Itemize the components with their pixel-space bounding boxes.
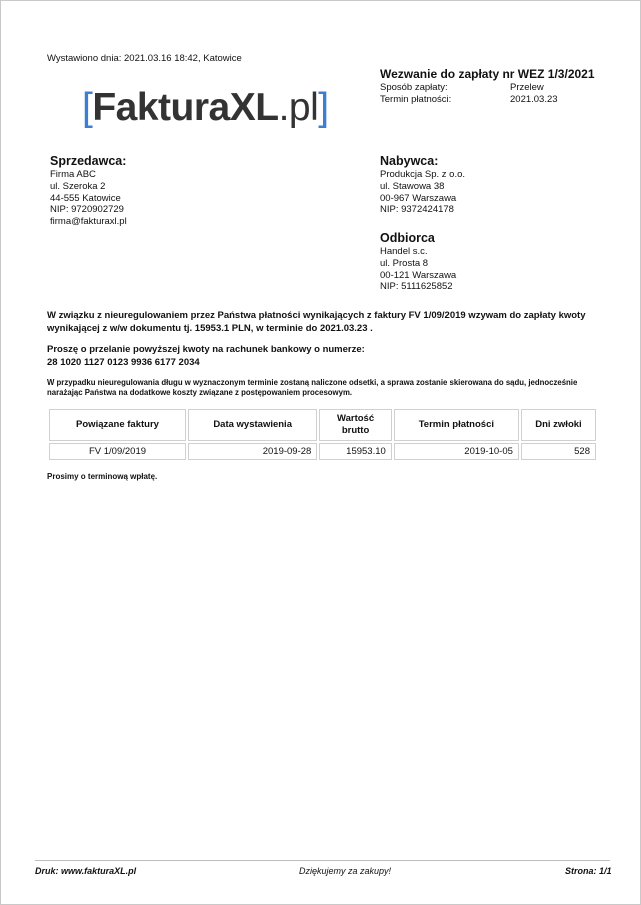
footer-thanks: Dziękujemy za zakupy!	[299, 866, 392, 876]
buyer-nip: NIP: 9372424178	[380, 204, 454, 216]
col-related-invoices: Powiązane faktury	[49, 409, 186, 441]
seller-heading: Sprzedawca:	[50, 154, 127, 168]
document-title: Wezwanie do zapłaty nr WEZ 1/3/2021	[380, 67, 595, 81]
receiver-street: ul. Prosta 8	[380, 257, 429, 269]
buyer-block	[380, 154, 465, 216]
demand-line-2: wynikającej z w/w dokumentu tj. 15953.1 PLN, w terminie do 2021.03.23 .	[47, 323, 373, 334]
logo-suffix: .pl	[278, 86, 319, 129]
demand-paragraph	[47, 309, 607, 335]
cell-issue-date: 2019-09-28	[188, 443, 317, 460]
cell-due-date: 2019-10-05	[394, 443, 519, 460]
receiver-city: 00-121 Warszawa	[380, 269, 457, 281]
warning-paragraph	[47, 378, 607, 397]
demand-line-1: W związku z nieuregulowaniem przez Państwa płatności wynikających z faktury FV 1/09/2019 wzywam do zapłaty kwoty	[47, 310, 586, 321]
seller-city: 44-555 Katowice	[50, 192, 121, 204]
transfer-paragraph	[47, 343, 607, 369]
logo-brand: FakturaXL	[92, 86, 279, 129]
issued-date: Wystawiono dnia: 2021.03.16 18:42, Katowice	[47, 53, 242, 64]
seller-name: Firma ABC	[50, 169, 96, 180]
seller-block	[50, 154, 127, 228]
bank-account-number: 28 1020 1127 0123 9936 6177 2034	[47, 357, 200, 368]
related-invoices-table	[47, 407, 598, 462]
footer-divider	[35, 860, 610, 861]
col-gross-value: Wartość brutto	[319, 409, 391, 441]
buyer-city: 00-967 Warszawa	[380, 192, 457, 204]
cell-gross-value: 15953.10	[319, 443, 391, 460]
col-issue-date: Data wystawienia	[188, 409, 317, 441]
due-date-label: Termin płatności:	[380, 94, 452, 105]
closing-request: Prosimy o terminową wpłatę.	[47, 472, 158, 481]
table-row	[49, 443, 596, 460]
footer-page-number: Strona: 1/1	[565, 866, 612, 876]
due-date-value: 2021.03.23	[510, 94, 558, 105]
payment-method-label: Sposób zapłaty:	[380, 82, 448, 93]
cell-days-overdue: 528	[521, 443, 596, 460]
logo-open-bracket: [	[82, 86, 93, 129]
buyer-name: Produkcja Sp. z o.o.	[380, 169, 466, 180]
table-header-row	[49, 409, 596, 441]
seller-nip: NIP: 9720902729	[50, 204, 124, 216]
receiver-block	[380, 231, 456, 293]
col-days-overdue: Dni zwłoki	[521, 409, 596, 441]
seller-street: ul. Szeroka 2	[50, 180, 106, 192]
payment-method-value: Przelew	[510, 82, 544, 93]
buyer-street: ul. Stawowa 38	[380, 180, 445, 192]
transfer-line: Proszę o przelanie powyższej kwoty na rachunek bankowy o numerze:	[47, 344, 365, 355]
buyer-heading: Nabywca:	[380, 154, 439, 168]
col-due-date: Termin płatności	[394, 409, 519, 441]
footer-print-link[interactable]: Druk: www.fakturaXL.pl	[35, 866, 137, 876]
fakturaxl-logo	[82, 87, 329, 129]
logo-close-bracket: ]	[318, 86, 329, 129]
receiver-name: Handel s.c.	[380, 246, 428, 257]
receiver-nip: NIP: 5111625852	[380, 281, 453, 293]
cell-invoice-number: FV 1/09/2019	[49, 443, 186, 460]
warning-line-2: narażając Państwa na dodatkowe koszty związane z postępowaniem procesowym.	[47, 387, 353, 397]
seller-email: firma@fakturaxl.pl	[50, 216, 127, 228]
receiver-heading: Odbiorca	[380, 231, 435, 245]
warning-line-1: W przypadku nieuregulowania długu w wyznaczonym terminie zostaną naliczone odsetki, a sprawa zostanie skierowana do sądu, jednocześnie	[47, 378, 578, 387]
